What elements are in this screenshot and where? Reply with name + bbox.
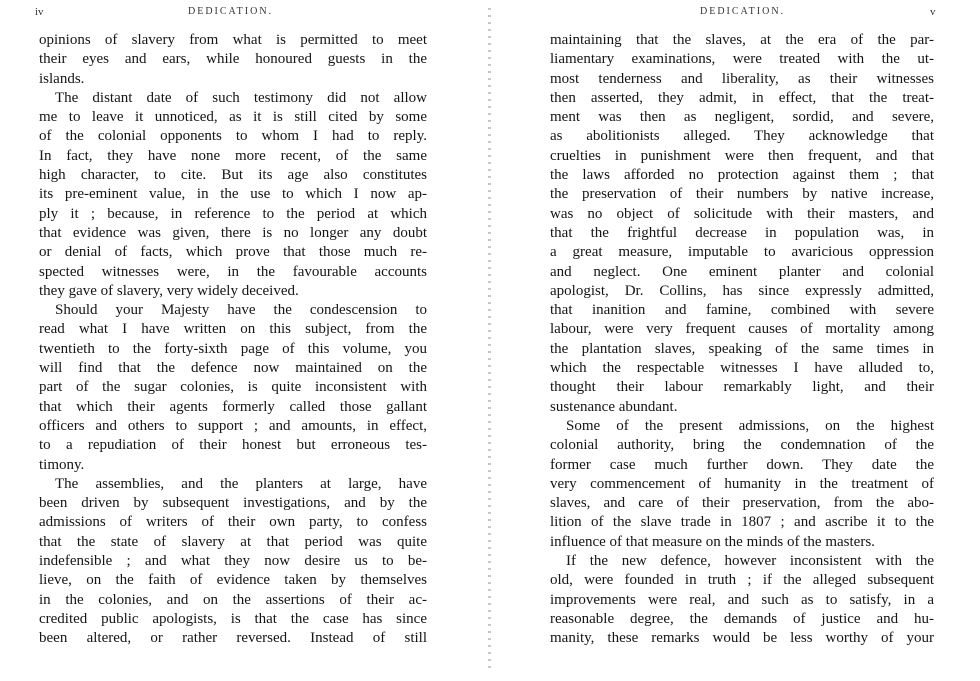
text-line: me to leave it unnoticed, as it is still cited by some — [39, 109, 427, 126]
text-line: was no object of solicitude with their masters, and — [550, 205, 934, 222]
text-line: Some of the present admissions, on the highest — [566, 417, 934, 434]
text-line: been driven by subsequent investigations, and by the — [39, 495, 427, 512]
text-line: very commencement of humanity in the treatment of — [550, 475, 934, 492]
text-line: opinions of slavery from what is permitted to meet — [39, 32, 427, 48]
text-line: cruelties in punishment were then frequent, and that — [550, 147, 934, 164]
text-line: credited public apologists, is that the case has since — [39, 610, 427, 627]
text-line: then asserted, they admit, in effect, that the treat- — [550, 89, 934, 106]
text-line: that the state of slavery at that period was quite — [39, 533, 427, 550]
text-line: thought their labour remarkably light, and their — [550, 379, 934, 396]
text-line: and neglect. One eminent planter and colonial — [550, 263, 934, 280]
text-line: of the colonial opponents to whom I had to reply. — [39, 128, 427, 145]
left-page-text — [39, 31, 427, 649]
text-line: read what I have written on this subject, from the — [39, 321, 427, 338]
text-line: former case much further down. They date the — [550, 456, 934, 473]
text-line: Should your Majesty have the condescension to — [55, 302, 427, 319]
text-line: to a repudiation of their honest but erroneous tes- — [39, 437, 427, 454]
text-line: apologist, Dr. Collins, has since expressly admitted, — [550, 282, 934, 299]
left-running-head: DEDICATION. — [188, 6, 274, 17]
right-page-text — [550, 31, 934, 649]
text-line: will find that the defence now maintained on the — [39, 360, 427, 377]
text-line: that which their agents formerly called those gallant — [39, 398, 427, 415]
text-line: most tenderness and liberality, as their witnesses — [550, 70, 934, 87]
right-running-head: DEDICATION. — [700, 6, 786, 17]
text-line: twentieth to the forty-sixth page of this volume, you — [39, 340, 427, 357]
text-line: lieve, on the faith of evidence taken by themselves — [39, 572, 427, 589]
text-line: If the new defence, however inconsistent with the — [566, 553, 934, 570]
right-folio: v — [930, 6, 936, 18]
text-line: liamentary examinations, were treated with the ut- — [550, 51, 934, 68]
text-line: that inanition and famine, combined with severe — [550, 302, 934, 319]
text-line: reasonable degree, the demands of justice and hu- — [550, 610, 934, 627]
text-line: influence of that measure on the minds of the masters. — [550, 533, 875, 550]
text-line: their eyes and ears, while honoured guests in the — [39, 51, 427, 68]
text-line: or denial of facts, which prove that those much re- — [39, 244, 427, 261]
text-line: labour, were very frequent causes of mortality among — [550, 321, 934, 338]
text-line: sustenance abundant. — [550, 398, 678, 415]
text-line: manity, these remarks would be less worthy of your — [550, 630, 934, 647]
text-line: maintaining that the slaves, at the era of the par- — [550, 32, 934, 48]
text-line: the laws afforded no protection against them ; that — [550, 167, 934, 184]
text-line: improvements were real, and such as to satisfy, in a — [550, 591, 934, 608]
text-line: old, were founded in truth ; if the alleged subsequent — [550, 572, 934, 589]
text-line: that the frightful decrease in population was, in — [550, 224, 934, 241]
text-line: admissions of writers of their own party, to confess — [39, 514, 427, 531]
text-line: as abolitionists alleged. They acknowledge that — [550, 128, 934, 145]
text-line: islands. — [39, 70, 85, 87]
text-line: colonial authority, bring the condemnation of the — [550, 437, 934, 454]
text-line: The distant date of such testimony did not allow — [55, 89, 427, 106]
text-line: the plantation slaves, speaking of the same times in — [550, 340, 934, 357]
text-line: timony. — [39, 456, 85, 473]
text-line: high character, to cite. But its age also constitutes — [39, 167, 427, 184]
text-line: a great measure, imputable to avaricious oppression — [550, 244, 934, 261]
text-line: indefensible ; and what they now desire us to be- — [39, 553, 427, 570]
text-line: in the colonies, and on the assertions of their ac- — [39, 591, 427, 608]
text-line: spected witnesses were, in the favourable accounts — [39, 263, 427, 280]
right-page — [490, 0, 980, 681]
text-line: been altered, or rather reversed. Instead of still — [39, 630, 427, 647]
text-line: officers and others to support ; and amounts, in effect, — [39, 417, 427, 434]
text-line: which the respectable witnesses I have alluded to, — [550, 360, 934, 377]
text-line: part of the sugar colonies, is quite inconsistent with — [39, 379, 427, 396]
text-line: its pre-eminent value, in the use to which I now ap- — [39, 186, 427, 203]
text-line: The assemblies, and the planters at large, have — [55, 475, 427, 492]
text-line: they gave of slavery, very widely deceived. — [39, 282, 299, 299]
text-line: ply it ; because, in reference to the period at which — [39, 205, 427, 222]
left-folio: iv — [35, 6, 44, 18]
text-line: that evidence was given, there is no longer any doubt — [39, 224, 427, 241]
text-line: ment was then as negligent, sordid, and severe, — [550, 109, 934, 126]
text-line: lition of the slave trade in 1807 ; and ascribe it to the — [550, 514, 934, 531]
text-line: In fact, they have none more recent, of the same — [39, 147, 427, 164]
text-line: the preservation of their numbers by native increase, — [550, 186, 934, 203]
text-line: slaves, and care of their preservation, from the abo- — [550, 495, 934, 512]
